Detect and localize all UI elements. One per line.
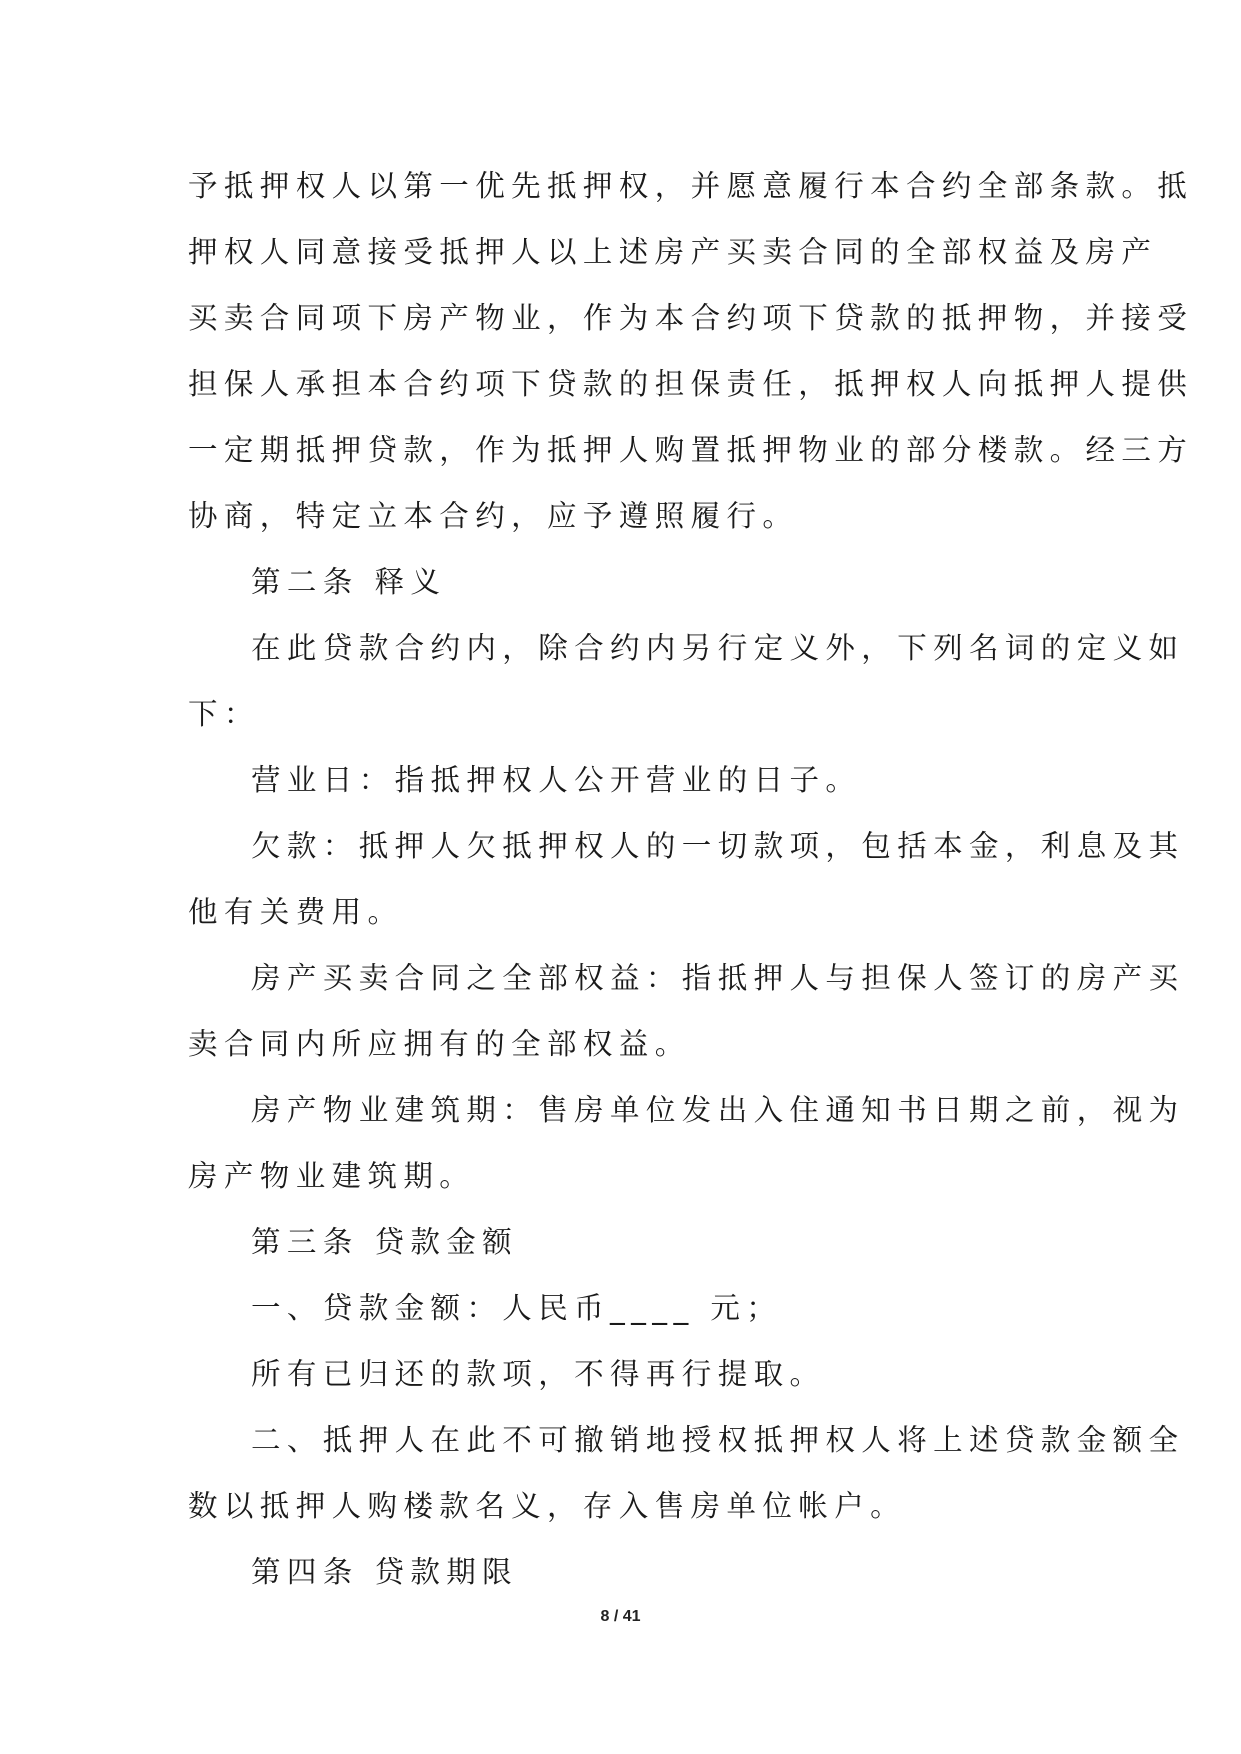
- paragraph-line: 卖合同内所应拥有的全部权益。: [188, 1027, 691, 1061]
- paragraph-line: 所有已归还的款项，不得再行提取。: [251, 1357, 826, 1391]
- paragraph-line: 协商，特定立本合约，应予遵照履行。: [188, 499, 799, 533]
- paragraph-line: 一、贷款金额：人民币____ 元；: [251, 1291, 783, 1325]
- paragraph-line: 他有关费用。: [188, 895, 404, 929]
- paragraph-line: 数以抵押人购楼款名义，存入售房单位帐户。: [188, 1489, 907, 1523]
- page-number: 8 / 41: [600, 1608, 641, 1625]
- definition-line: 欠款：抵押人欠抵押权人的一切款项，包括本金，利息及其: [251, 829, 1185, 863]
- paragraph-line: 予抵押权人以第一优先抵押权，并愿意履行本合约全部条款。抵: [188, 169, 1194, 203]
- document-body: [188, 153, 1194, 1605]
- paragraph-line: 押权人同意接受抵押人以上述房产买卖合同的全部权益及房产: [188, 235, 1158, 269]
- paragraph-line: 在此贷款合约内，除合约内另行定义外，下列名词的定义如: [251, 631, 1185, 665]
- paragraph-line: 买卖合同项下房产物业，作为本合约项下贷款的抵押物，并接受: [188, 301, 1194, 335]
- paragraph-line: 下：: [188, 697, 260, 731]
- definition-line: 营业日：指抵押权人公开营业的日子。: [251, 763, 862, 797]
- definition-line: 房产物业建筑期：售房单位发出入住通知书日期之前，视为: [251, 1093, 1185, 1127]
- article-heading: 第二条 释义: [251, 565, 447, 599]
- paragraph-line: 一定期抵押贷款，作为抵押人购置抵押物业的部分楼款。经三方: [188, 433, 1194, 467]
- paragraph-line: 担保人承担本合约项下贷款的担保责任，抵押权人向抵押人提供: [188, 367, 1194, 401]
- paragraph-line: 二、抵押人在此不可撤销地授权抵押权人将上述贷款金额全: [251, 1423, 1185, 1457]
- article-heading: 第三条 贷款金额: [251, 1225, 519, 1259]
- article-heading: 第四条 贷款期限: [251, 1555, 519, 1589]
- paragraph-line: 房产物业建筑期。: [188, 1159, 476, 1193]
- definition-line: 房产买卖合同之全部权益：指抵押人与担保人签订的房产买: [251, 961, 1185, 995]
